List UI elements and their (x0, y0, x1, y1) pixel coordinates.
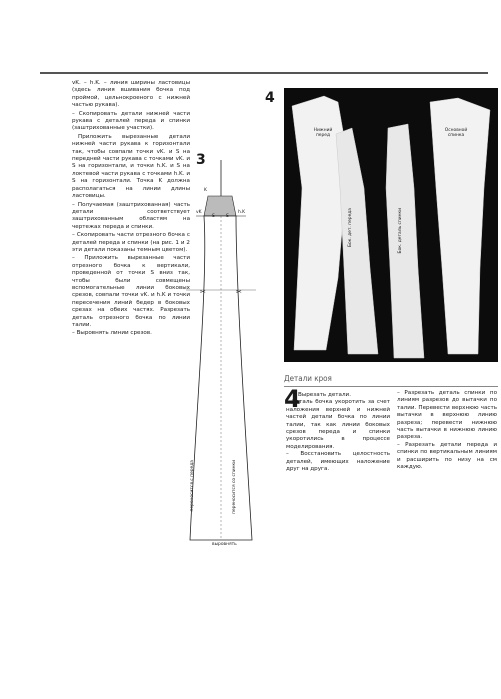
pattern-label-left: переносится с переда (190, 460, 195, 512)
left-text-column (72, 80, 190, 339)
step-number: 4 (284, 385, 301, 413)
pattern-bottom-label: выровнять (212, 542, 237, 547)
figure-4-number: 4 (265, 90, 275, 106)
paragraph: – Приложить вырезанные части отрезного бочка к вертикали, проведенной от точки S вниз так, чтобы были совмещены вспомогательные линии боковых срезов, совпали точки vK. и h.K и точки пересечения линий бедер в боковых срезах на обеих частях. Разрезать деталь отрезного бочка по линии талии. (72, 255, 190, 328)
step-column-b (397, 390, 497, 471)
step-column-a (286, 392, 390, 473)
figure-3-number: 3 (196, 152, 206, 168)
paragraph: Приложить вырезанные детали нижней части рукава к горизонтали так, чтобы совпали точки vK. и S на передней части рукава с точками vK. и S на горизонтали, и точки h.K. и S на локтевой части рукава с точками h.K. и S на горизонтали. Точка K должна располагаться на линии длины ластовицы. (72, 133, 190, 200)
label-front-side: Бок. дет. переда (348, 208, 353, 248)
label-front: Нижний перед (313, 128, 333, 138)
point-label-s: S (226, 214, 229, 219)
paragraph: – Деталь бочка укоротить за счет наложения верхней и нижней частей детали бочка по линии талии, так как линии боковых срезов переда и спинки укоротились в процессе моделирования. (286, 399, 390, 450)
point-label-vk: vK (196, 210, 202, 215)
label-back: Основной спинка (444, 128, 468, 138)
pattern-label-right: переносится со спинки (232, 460, 237, 514)
step-heading: Вырезать детали. (298, 392, 351, 398)
paragraph: – Разрезать детали переда и спинки по вертикальным линиям и расширить по низу на см каждую. (397, 441, 497, 471)
paragraph: – Скопировать части отрезного бочка с деталей переда и спинки (на рис. 1 и 2 эти детали показаны темным цветом). (72, 232, 190, 253)
label-back-side: Бок. деталь спинки (398, 208, 403, 254)
section-rule (284, 386, 498, 387)
paragraph: – Получаемая (заштрихованная) часть детали соответствует заштрихованным областям на чертежах переда и спинки. (72, 201, 190, 230)
paragraph: – Восстановить целостность деталей, имеющих наложение друг на друга. (286, 451, 390, 473)
point-label-hk: h.K (238, 210, 246, 215)
paragraph: – Выровнять линии срезов. (72, 330, 152, 337)
scissors-icon: ✂ (236, 288, 242, 296)
top-rule (40, 72, 488, 74)
figure-4-photo (284, 88, 498, 362)
paragraph: – Разрезать деталь спинки по линиям разрезов до вытачки по талии. Перевести верхнюю часть вытачки в верхнюю линию разреза; перевести нижнюю часть вытачки в нижнюю линию разреза. (397, 390, 497, 441)
point-label-k: K (204, 188, 207, 193)
scissors-icon: ✂ (200, 288, 206, 296)
paragraph: vK. – h.K. – линия ширины ластовицы (здесь линия вшивания бочка под проймой, цельнокроеного с нижней частью рукава). (72, 80, 190, 109)
gusset-area (204, 196, 236, 216)
paragraph: – Скопировать детали нижней части рукава с деталей переда и спинки (заштрихованные участки). (72, 110, 190, 132)
point-label-s: S (212, 214, 215, 219)
section-title: Детали кроя (284, 374, 332, 383)
